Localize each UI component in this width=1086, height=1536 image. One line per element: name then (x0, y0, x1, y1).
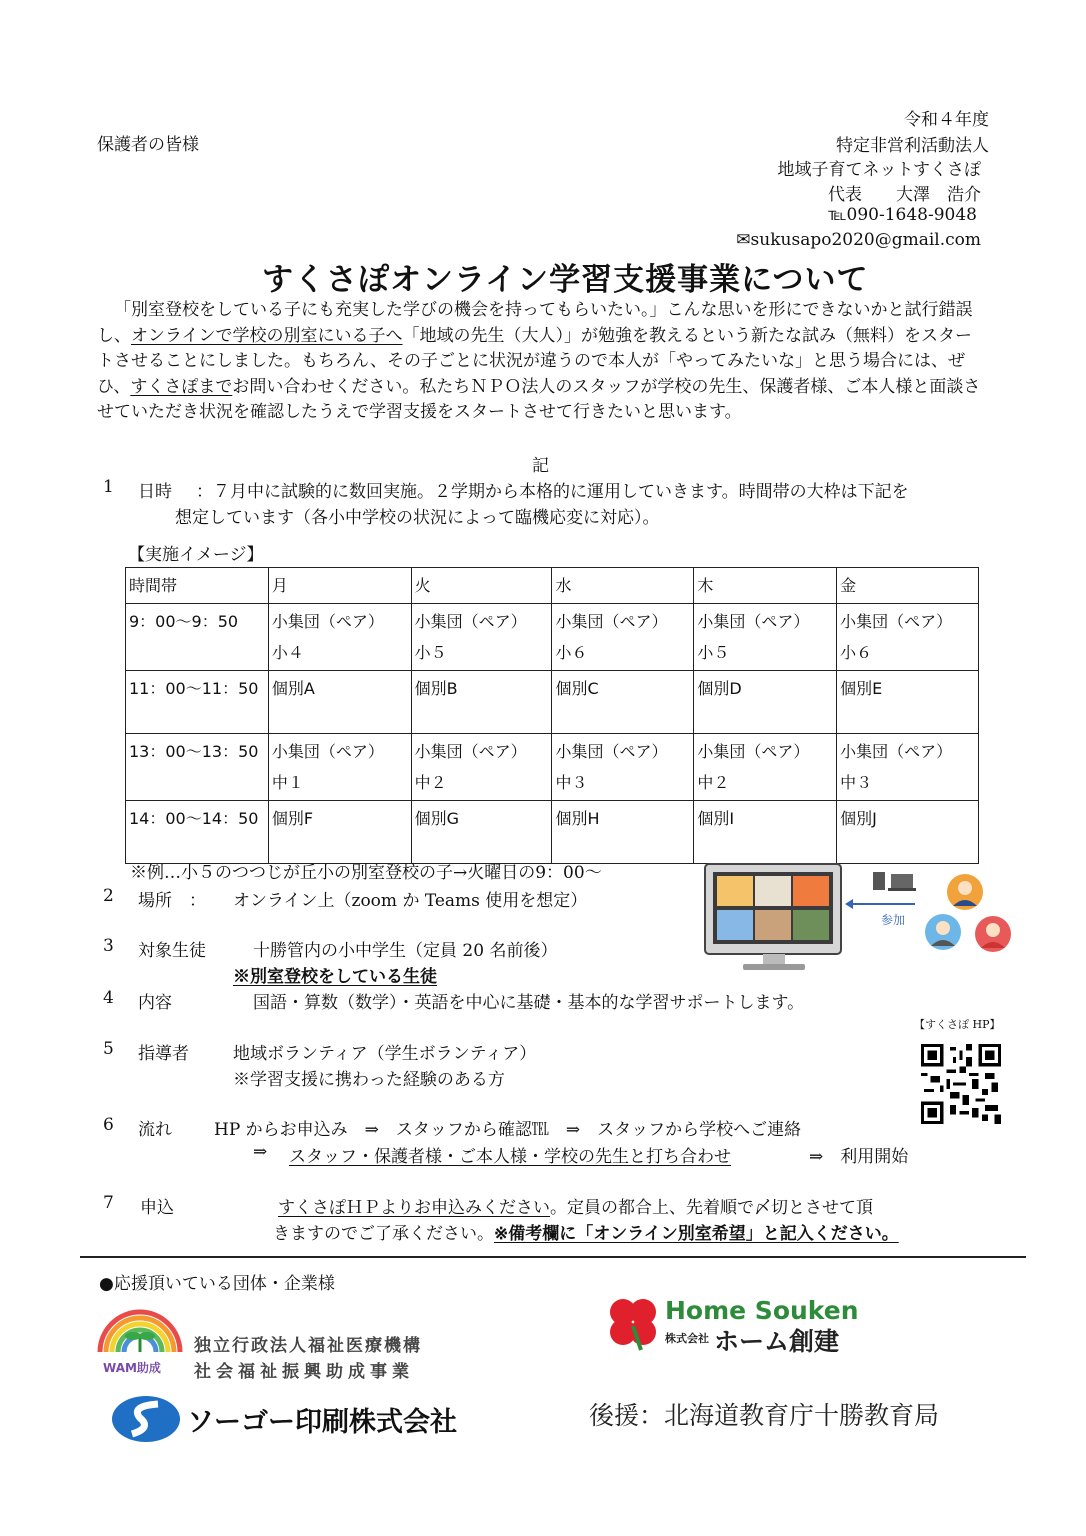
item7-label: 申込 (140, 1198, 174, 1218)
session-cell: 小集団（ペア） 中３ (837, 734, 979, 801)
wam-line1: 独立行政法人福祉医療機構 (194, 1336, 422, 1356)
schedule-note: ※例…小５のつつじが丘小の別室登校の子→火曜日の9：00〜 (130, 863, 602, 883)
session-cell: 個別J (837, 801, 979, 864)
session-cell: 小集団（ペア） 中１ (268, 734, 411, 801)
page-title: すくさぽオンライン学習支援事業について (262, 262, 869, 298)
time-slot-cell: 14：00〜14：50 (126, 801, 269, 864)
header-day: 月 (268, 568, 411, 604)
session-cell: 個別E (837, 671, 979, 734)
item3-text: 十勝管内の小中学生（定員 20 名前後） (253, 941, 558, 961)
intro-underline-2: すくさぽまで (130, 376, 233, 397)
representative: 代表 大澤 浩介 (828, 185, 981, 205)
email: ✉sukusapo2020@gmail.com (736, 230, 981, 250)
item4-num: 4 (103, 988, 114, 1008)
qr-label: 【すくさぽ HP】 (914, 1018, 1001, 1031)
item6-flow-meeting: スタッフ・保護者様・ご本人様・学校の先生と打ち合わせ (289, 1147, 731, 1167)
item7-text-2: きますのでご了承ください。 (273, 1224, 494, 1244)
session-cell: 小集団（ペア） 中２ (411, 734, 552, 801)
org-type: 特定非営利活動法人 (836, 136, 989, 156)
session-cell: 小集団（ペア） 中３ (552, 734, 694, 801)
item6-flow-arrow: ⇒ (253, 1142, 268, 1162)
item7-line2 (273, 1219, 899, 1244)
header-day: 火 (411, 568, 552, 604)
schedule-row (126, 734, 979, 801)
schedule-row (126, 671, 979, 734)
join-label: 参加 (881, 913, 906, 927)
tel: ℡090-1648-9048 (828, 205, 977, 225)
session-cell: 小集団（ペア） 小６ (837, 604, 979, 671)
intro-paragraph (97, 298, 987, 426)
session-cell: 個別H (552, 801, 694, 864)
item5-label: 指導者 (138, 1044, 189, 1064)
item3-num: 3 (103, 936, 114, 956)
item1-num: 1 (103, 477, 114, 497)
session-cell: 小集団（ペア） 中２ (694, 734, 837, 801)
wam-line2: 社会福祉振興助成事業 (194, 1362, 414, 1382)
schedule-header-row (126, 568, 979, 604)
item6-flow-line1: HP からお申込み ⇒ スタッフから確認℡ ⇒ スタッフから学校へご連絡 (214, 1120, 802, 1140)
item7-num: 7 (103, 1193, 114, 1213)
schedule-row (126, 604, 979, 671)
session-cell: 個別D (694, 671, 837, 734)
session-cell: 個別G (411, 801, 552, 864)
divider (80, 1256, 1026, 1258)
fiscal-year: 令和４年度 (904, 110, 989, 130)
header-day: 木 (694, 568, 837, 604)
schedule-table (125, 567, 979, 864)
header-time-slot: 時間帯 (126, 568, 269, 604)
item1-text-2: 想定しています（各小中学校の状況によって臨機応変に対応）。 (175, 508, 660, 528)
session-cell: 小集団（ペア） 小４ (268, 604, 411, 671)
item1-text: ：７月中に試験的に数回実施。２学期から本格的に運用していきます。時間帯の大枠は下記を (196, 482, 909, 502)
item6-label: 流れ (138, 1120, 172, 1140)
item2-num: 2 (103, 886, 114, 906)
item7-line1 (278, 1193, 873, 1218)
item6-num: 6 (103, 1115, 114, 1135)
header-day: 金 (837, 568, 979, 604)
item7-apply-link[interactable]: すくさぽＨＰよりお申込みください (278, 1198, 550, 1218)
item1-label: 日時 (138, 482, 172, 502)
intro-text-1: 「別室登校をしている子にも充実した学びの機会を持ってもらいたい。」こんな思いを形にできないかと試行錯誤し、 (97, 300, 973, 346)
intro-underline-1: オンラインで学校の別室にいる子へ (131, 325, 403, 346)
intro-text-3: お問い合わせください。私たちＮＰＯ法人のスタッフが学校の先生、保護者様、ご本人様と面談させていただき状況を確認したうえで学習支援をスタートさせて行きたいと思います。 (97, 376, 981, 422)
item7-text: 。定員の都合上、先着順で〆切とさせて頂 (550, 1198, 873, 1218)
item3-label: 対象生徒 (138, 941, 206, 961)
intro-text-2: 「地域の先生（大人）」が勉強を教えるという新たな試み（無料）をスタートさせることにしました。もちろん、その子ごとに状況が違うので本人が「やってみたいな」と思う場合には、ぜひ、 (97, 325, 972, 397)
session-cell: 個別B (411, 671, 552, 734)
session-cell: 個別A (268, 671, 411, 734)
session-cell: 小集団（ペア） 小５ (694, 604, 837, 671)
home-souken-kk: 株式会社 (665, 1332, 709, 1345)
item6-flow-start: ⇒ 利用開始 (809, 1147, 909, 1167)
schedule-row (126, 801, 979, 864)
sponsors-heading: ●応援頂いている団体・企業様 (99, 1274, 335, 1294)
item3-note: ※別室登校をしている生徒 (233, 967, 437, 987)
time-slot-cell: 11：00〜11：50 (126, 671, 269, 734)
session-cell: 小集団（ペア） 小６ (552, 604, 694, 671)
support-text: 後援：北海道教育庁十勝教育局 (589, 1401, 940, 1430)
wam-mark: WAM助成 (103, 1361, 161, 1375)
item2-text: オンライン上（zoom か Teams 使用を想定） (233, 891, 588, 911)
item4-label: 内容 (138, 993, 172, 1013)
home-souken-jp: ホーム創建 (714, 1327, 840, 1356)
sogo-name: ソーゴー印刷株式会社 (187, 1407, 457, 1438)
time-slot-cell: 13：00〜13：50 (126, 734, 269, 801)
home-souken-en: Home Souken (665, 1296, 859, 1325)
item5-note: ※学習支援に携わった経験のある方 (233, 1070, 505, 1090)
recipient: 保護者の皆様 (97, 135, 199, 155)
item5-num: 5 (103, 1039, 114, 1059)
item7-remarks-note: ※備考欄に「オンライン別室希望」と記入ください。 (494, 1224, 899, 1244)
ki-mark: 記 (532, 456, 549, 476)
clover-icon (601, 1296, 665, 1352)
org-name: 地域子育てネットすくさぽ (777, 160, 981, 180)
item4-text: 国語・算数（数学）・英語を中心に基礎・基本的な学習サポートします。 (253, 993, 805, 1013)
time-slot-cell: 9：00〜9：50 (126, 604, 269, 671)
qr-code-icon[interactable] (921, 1044, 1001, 1124)
item2-label: 場所 ： (138, 891, 206, 911)
session-cell: 個別C (552, 671, 694, 734)
online-meeting-illustration (703, 862, 1028, 974)
session-cell: 個別I (694, 801, 837, 864)
item5-text: 地域ボランティア（学生ボランティア） (233, 1044, 537, 1064)
header-day: 水 (552, 568, 694, 604)
session-cell: 小集団（ペア） 小５ (411, 604, 552, 671)
session-cell: 個別F (268, 801, 411, 864)
schedule-caption: 【実施イメージ】 (128, 545, 264, 565)
sogo-logo-icon (110, 1394, 182, 1444)
